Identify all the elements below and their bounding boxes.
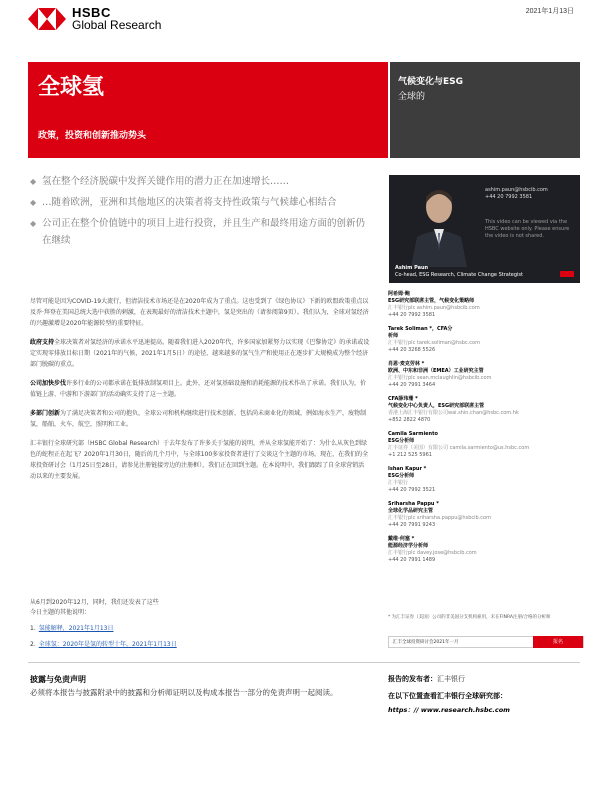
analyst-disclaimer: * 为汇丰证券（美国）公司的非美国分支机构雇用，未在FINRA注册/合格的分析师 — [388, 615, 551, 620]
related-intro: 从6月到2020年12月，同时，我们还发表了这些 — [30, 599, 159, 606]
disclosure-title: 披露与免责声明 — [30, 675, 86, 684]
paragraph: 公司加快步伐许多行业的公司都承诺在低排放制氢项目上。此外，还对氢基础设施和消耗能源的技术作出了承诺。我们认为，价值链上游、中游和下游部门的活动确实支持了这一主题。 — [30, 380, 367, 398]
brand-name: HSBC — [72, 5, 111, 20]
hsbc-hexagon-icon — [28, 8, 66, 30]
related-link[interactable]: 1. 氢能解释，2021年1月13日 — [30, 625, 114, 632]
diamond-icon: ◆ — [30, 198, 37, 207]
register-button[interactable]: 报名 — [533, 636, 583, 648]
paragraph: 政府支持全球决策者对氢经济的承诺水平迅速提高。随着我们进入2020年代，许多国家加紧努力以实现《巴黎协定》的承诺或设定实现零排放目标日期（2021年的气候，2021年1月5日）的途径，越来越多的氢气生产和使用正在逐步扩大规模成为整个经济部门脱碳的重点。 — [30, 339, 370, 368]
related-link-text[interactable]: 氢能解释，2021年1月13日 — [38, 625, 114, 632]
report-date: 2021年1月13日 — [525, 8, 574, 15]
brand-subname: Global Research — [72, 18, 162, 32]
contact-card: 戴维·何塞 * 能源经济学分析师 汇丰银行plc davey.jose@hsbcib.com +44 20 7991 1489 — [388, 536, 477, 563]
disclosure-text: 必须将本报告与披露附录中的披露和分析师证明以及构成本报告一部分的免责声明一起阅读。 — [30, 688, 338, 697]
key-point: ◆ …随着欧洲，亚洲和其他地区的决策者将支持性政策与气候雄心相结合 — [30, 194, 370, 211]
key-point: ◆ 公司正在整个价值链中的项目上进行投资，并且生产和最终用途方面的创新仍在继续 — [30, 215, 370, 249]
event-registration-box — [388, 636, 584, 648]
contact-card: Tarek Soliman *，CFA分 析师 汇丰银行plc tarek.soliman@hsbc.com +44 20 3268 5526 — [388, 326, 480, 353]
video-thumbnail[interactable] — [389, 175, 580, 283]
paragraph: 尽管可能是因为COVID-19大流行，但清洁技术市场还是在2020年成为了重点。这也受到了《绿色协议》下新的欧盟政策重点以及乔·拜登在美国总统大选中获胜的刺激，在表现最好的清洁技术主题中，氢是突出的（请参阅第9页）。我们认为，全球对氢经济的兴趣激增是2020年能源转型的重要特征。 — [30, 298, 369, 327]
analyst-contacts — [388, 291, 584, 571]
publisher: 报告的发布者：汇丰银行 — [388, 675, 465, 683]
contact-card: 肖恩·麦克劳林 * 欧洲、中东和非洲（EMEA）工业研究主管 汇丰银行plc sean.mclaughlin@hsbcib.com +44 20 7991 3464 — [388, 361, 492, 388]
related-notes — [30, 598, 370, 650]
research-url-link[interactable]: https：// www.research.hsbc.com — [388, 706, 510, 714]
key-point: ◆ 氢在整个经济脱碳中发挥关键作用的潜力正在加速增长…… — [30, 173, 370, 190]
body-text — [30, 296, 370, 490]
person-photo — [409, 181, 469, 267]
video-caption-name: Ashim Paun — [395, 265, 429, 271]
topic-banner — [390, 62, 580, 158]
hsbc-logo — [28, 6, 161, 31]
video-description: This video can be viewed via the HSBC website only. Please ensure the video is not shared. — [485, 219, 570, 239]
related-link[interactable]: 2. 全球氢：2020年是氢的转型十年，2021年1月13日 — [30, 641, 177, 648]
video-phone: +44 20 7992 3581 — [485, 194, 533, 200]
event-name: 汇丰全球投资研讨会2021年一月 — [393, 640, 459, 645]
contact-card: Camila Sarmiento ESG分析师 汇丰证券（美国）有限公司 camila.sarmiento@us.hsbc.com +1 212 525 5961 — [388, 431, 530, 458]
contact-card: Sriharsha Pappu * 全球化学品研究主管 汇丰银行plc sriharsha.pappu@hsbcib.com +44 20 7991 9243 — [388, 501, 491, 528]
paragraph: 汇丰银行全球研究部（HSBC Global Research）于去年发布了许多关于氢能的说明，并从全球氢能开始了：为什么从灰色到绿色的蛇程正在起飞？2020年1月30日，随后的几个月中，与全球100多家投资者进行了交谈这个主题的市场。现在，在我们的全球投资研讨会（1月25日至28日，请参见注册链接旁边的注册框），我们正在回到主题。在本说明中，我们跟踪了自全球营销活动以来的主要发展。 — [30, 440, 369, 480]
contact-card: 阿希姆·鲍 ESG研究部联席主管，气候变化策略师 汇丰银行plc ashim.paun@hsbcib.com +44 20 7992 3581 — [388, 291, 480, 318]
topic-title: 气候变化与ESG — [398, 77, 464, 87]
video-email: ashim.paun@hsbcib.com — [485, 187, 548, 193]
title-banner — [28, 62, 388, 158]
divider — [28, 662, 580, 663]
video-caption-role: Co-head, ESG Research, Climate Change Strategist — [395, 272, 524, 278]
related-intro: 今日主题的其他说明： — [30, 609, 91, 616]
contact-card: CFA薛玮珊 * 气候变化中心负责人，ESG研究部联席主管 香港上海汇丰银行有限公司wai.shin.chan@hsbc.com.hk +852 2822 4870 — [388, 396, 519, 423]
diamond-icon: ◆ — [30, 177, 37, 186]
report-subtitle: 政策，投资和创新推动势头 — [38, 131, 147, 141]
contact-card: Ishan Kapur * ESG分析师 汇丰银行 +44 20 7992 3521 — [388, 466, 436, 493]
related-link-text[interactable]: 全球氢：2020年是氢的转型十年，2021年1月13日 — [38, 641, 177, 648]
topic-region: 全球的 — [398, 92, 426, 102]
paragraph: 多部门创新为了满足决策者和公司的抱负，全球公司和机构继续进行技术创新，包括尚未商业化的领域，例如海水生产，废物制氢，船舶，火车，航空，照明和工业。 — [30, 410, 367, 428]
research-site-note: 在以下位置查看汇丰银行全球研究部： — [388, 692, 507, 700]
report-title: 全球氢 — [38, 75, 105, 100]
diamond-icon: ◆ — [30, 219, 37, 228]
key-points — [30, 173, 370, 253]
hsbc-mark-icon — [560, 271, 574, 277]
